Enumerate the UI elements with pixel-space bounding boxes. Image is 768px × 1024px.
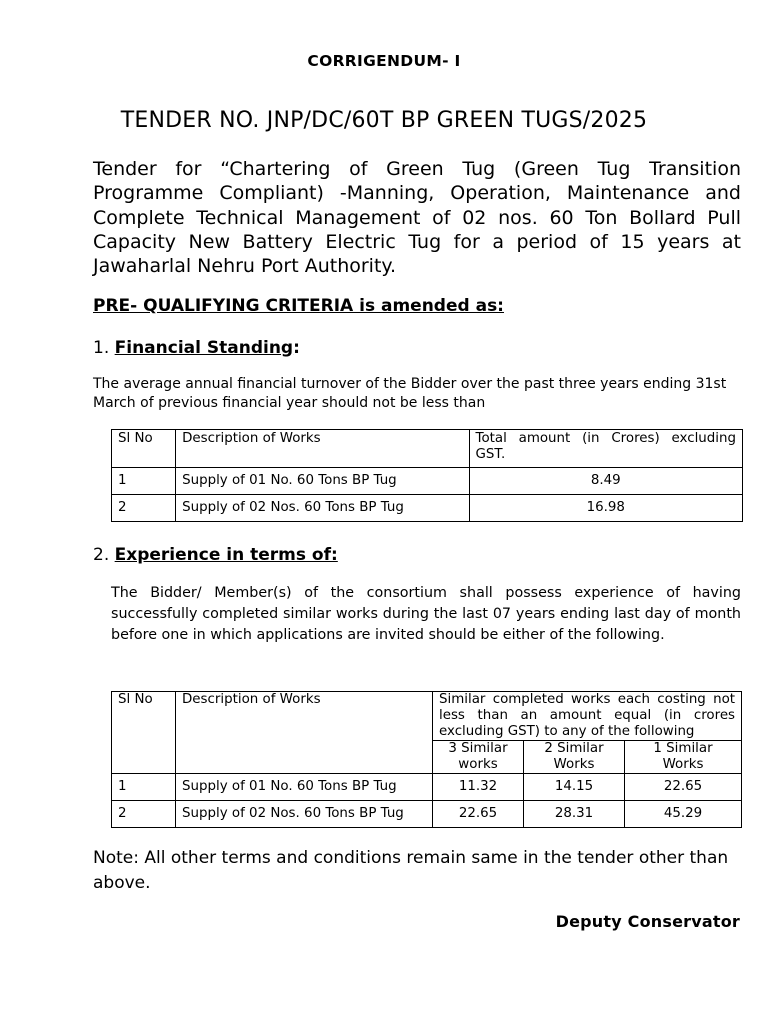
table-header-cell: Total amount (in Crores) excluding GST. (469, 430, 742, 468)
financial-standing-table (111, 429, 743, 522)
table-cell: 1 (112, 774, 176, 801)
table-header-row (112, 692, 742, 741)
table-subheader-cell: 2 Similar Works (524, 741, 625, 774)
table-cell: 22.65 (433, 801, 524, 828)
table-row (112, 468, 743, 495)
table-cell: Supply of 01 No. 60 Tons BP Tug (176, 774, 433, 801)
table-row (112, 801, 742, 828)
experience-paragraph: The Bidder/ Member(s) of the consortium shall possess experience of having successfully completed similar works during the last 07 years ending last day of month before one in which applications are invited should be either of the following. (111, 585, 741, 643)
table-cell: 16.98 (469, 495, 742, 522)
table-header-cell: Description of Works (176, 430, 469, 468)
table-subheader-cell: 3 Similar works (433, 741, 524, 774)
table-cell: 8.49 (469, 468, 742, 495)
experience-table (111, 691, 742, 828)
section-title: Financial Standing (114, 338, 294, 358)
note-paragraph: Note: All other terms and conditions remain same in the tender other than above. (93, 848, 729, 893)
table-cell: Supply of 02 Nos. 60 Tons BP Tug (176, 495, 469, 522)
table-cell: 11.32 (433, 774, 524, 801)
table-header-cell: Sl No (112, 692, 176, 774)
table-cell: 2 (112, 495, 176, 522)
experience-heading (93, 545, 338, 565)
table-cell: 45.29 (625, 801, 742, 828)
financial-standing-heading (93, 338, 300, 358)
table-header-cell: Similar completed works each costing not less than an amount equal (in crores excluding GST) to any of the following (433, 692, 742, 741)
table-subheader-cell: 1 Similar Works (625, 741, 742, 774)
table-row (112, 774, 742, 801)
tender-number: TENDER NO. JNP/DC/60T BP GREEN TUGS/2025 (120, 108, 648, 133)
table-cell: Supply of 01 No. 60 Tons BP Tug (176, 468, 469, 495)
table-cell: 14.15 (524, 774, 625, 801)
table-row (112, 495, 743, 522)
table-cell: 1 (112, 468, 176, 495)
table-cell: 28.31 (524, 801, 625, 828)
table-cell: 2 (112, 801, 176, 828)
table-cell: Supply of 02 Nos. 60 Tons BP Tug (176, 801, 433, 828)
table-cell: 22.65 (625, 774, 742, 801)
table-header-cell: Description of Works (176, 692, 433, 774)
signature-block: Deputy Conservator (555, 912, 740, 931)
table-header-row (112, 430, 743, 468)
section-number: 2. (93, 545, 110, 565)
section-title: Experience in terms of: (114, 545, 338, 565)
document-title: CORRIGENDUM- I (307, 52, 461, 70)
financial-standing-paragraph: The average annual financial turnover of the Bidder over the past three years ending 31st March of previous financial year should not be less than (93, 376, 727, 411)
table-header-cell: Sl No (112, 430, 176, 468)
section-colon: : (293, 338, 300, 358)
tender-description: Tender for “Chartering of Green Tug (Green Tug Transition Programme Compliant) -Manning, Operation, Maintenance and Complete Technical Management of 02 nos. 60 Ton Bollard Pull Capacity New Battery Electric Tug for a period of 15 years at Jawaharlal Nehru Port Authority. (93, 158, 741, 278)
section-number: 1. (93, 338, 110, 358)
pre-qualifying-heading: PRE- QUALIFYING CRITERIA is amended as: (93, 296, 504, 316)
